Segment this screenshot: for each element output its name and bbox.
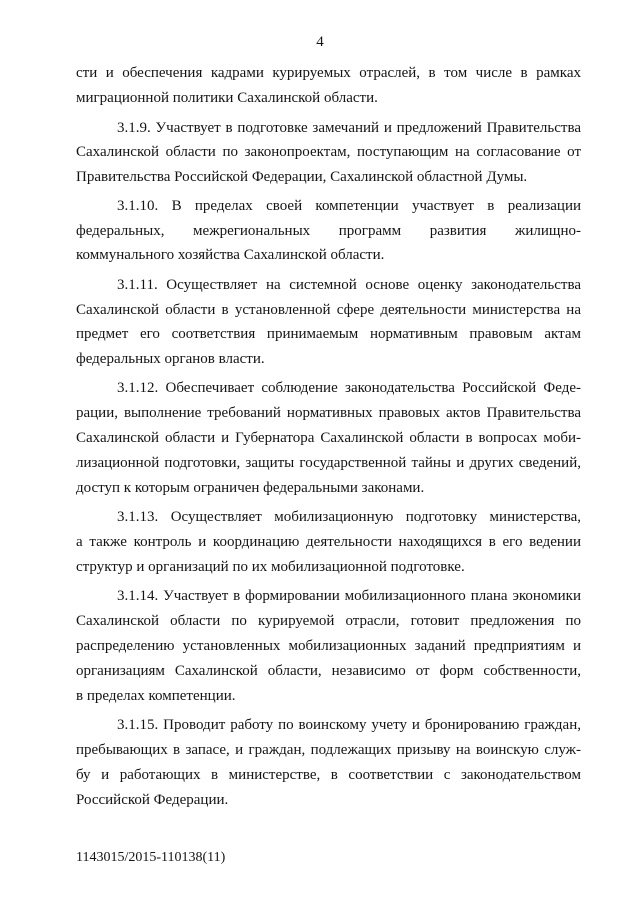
text-line: в пределах компетенции. [76,688,236,704]
document-code: 1143015/2015-110138(11) [76,850,226,865]
text-line: доступ к которым ограничен федеральными законами. [76,480,425,496]
page-number: 4 [316,34,324,50]
text-line: миграционной политики Сахалинской области. [76,90,378,106]
text-line: предмет его соответствия принимаемым нормативным правовым актам [76,326,581,342]
text-line: 3.1.14. Участвует в формировании мобилизационного плана экономики [117,588,581,604]
text-line: структур и организаций по их мобилизационной подготовке. [76,559,465,575]
text-line: 3.1.15. Проводит работу по воинскому учету и бронированию граждан, [117,717,581,733]
text-line: лизационной подготовки, защиты государственной тайны и других сведений, [76,455,581,471]
text-line: федеральных органов власти. [76,351,265,367]
text-line: бу и работающих в министерстве, в соответствии с законодательством [76,767,581,783]
text-line: а также контроль и координацию деятельности находящихся в его ведении [76,534,581,550]
text-line: 3.1.13. Осуществляет мобилизационную подготовку министерства, [117,509,581,525]
text-line: Сахалинской области в установленной сфере деятельности министерства на [76,302,581,318]
text-line: коммунального хозяйства Сахалинской области. [76,247,385,263]
text-line: рации, выполнение требований нормативных правовых актов Правительства [76,405,581,421]
text-line: 3.1.12. Обеспечивает соблюдение законодательства Российской Феде- [117,380,581,396]
text-line: Сахалинской области по законопроектам, поступающим на согласование от [76,144,581,160]
text-line: Правительства Российской Федерации, Сахалинской областной Думы. [76,169,528,185]
text-line: Российской Федерации. [76,792,229,808]
text-line: Сахалинской области и Губернатора Сахалинской области в вопросах моби- [76,430,581,446]
text-line: организациям Сахалинской области, независимо от форм собственности, [76,663,581,679]
text-line: 3.1.11. Осуществляет на системной основе оценку законодательства [117,277,581,293]
text-line: Сахалинской области по курируемой отрасли, готовит предложения по [76,613,581,629]
text-line: 3.1.10. В пределах своей компетенции участвует в реализации [117,198,581,214]
text-line: распределению установленных мобилизационных заданий предприятиям и [76,638,581,654]
text-line: федеральных, межрегиональных программ развития жилищно- [76,223,581,239]
text-line: пребывающих в запасе, и граждан, подлежащих призыву на воинскую служ- [76,742,581,758]
text-line: 3.1.9. Участвует в подготовке замечаний и предложений Правительства [117,120,581,136]
text-line: сти и обеспечения кадрами курируемых отраслей, в том числе в рамках [76,65,581,81]
